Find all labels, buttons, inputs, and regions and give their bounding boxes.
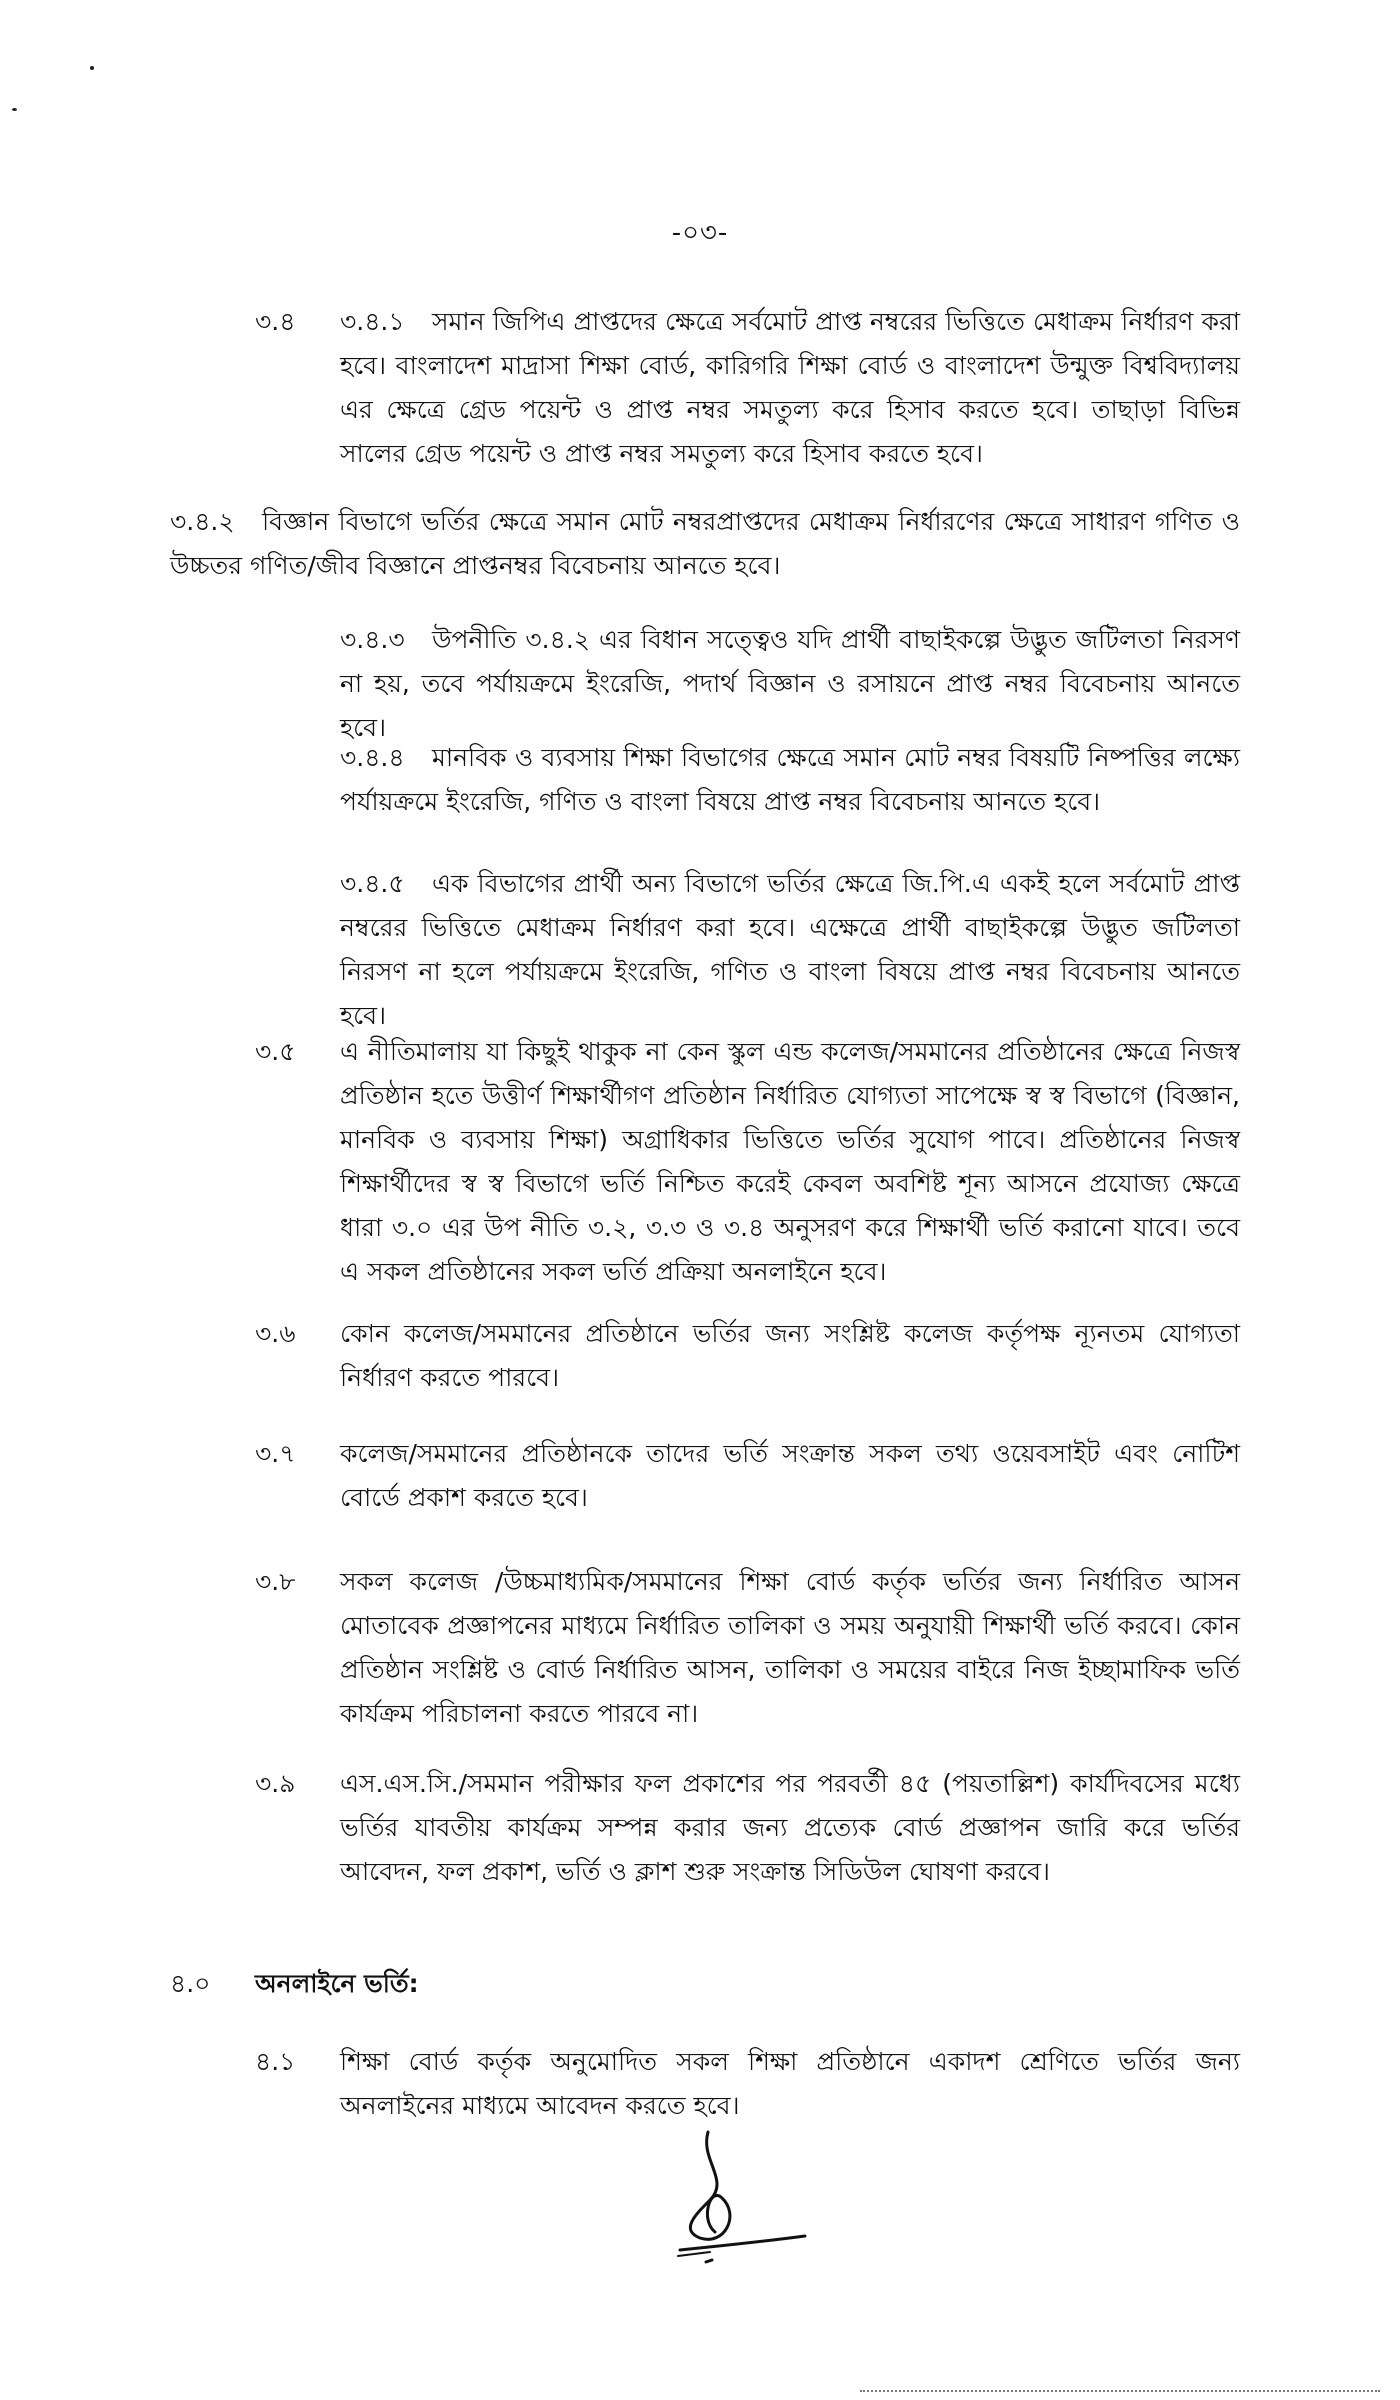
item-subnumber-3-4-5: ৩.৪.৫ xyxy=(340,869,405,898)
paragraph-3-4-2: বিজ্ঞান বিভাগে ভর্তির ক্ষেত্রে সমান মোট নম্বরপ্রাপ্তদের মেধাক্রম নির্ধারণের ক্ষেত্রে সাধারণ গণিত ও উচ্চতর গণিত/জীব বিজ্ঞানে প্রাপ্তনম্বর বিবেচনায় আনতে হবে। xyxy=(170,507,1240,580)
scan-speck xyxy=(12,108,17,111)
scan-speck xyxy=(90,66,94,70)
item-subnumber-3-4-2: ৩.৪.২ xyxy=(170,507,235,536)
section-heading-online-admission: অনলাইনে ভর্তি: xyxy=(255,1969,419,1998)
item-number-3-5: ৩.৫ xyxy=(255,1037,296,1066)
item-number-3-7: ৩.৭ xyxy=(255,1439,296,1468)
paragraph-3-9: এস.এস.সি./সমমান পরীক্ষার ফল প্রকাশের পর পরবর্তী ৪৫ (পয়তাল্লিশ) কার্যদিবসের মধ্যে ভর্তির যাবতীয় কার্যক্রম সম্পন্ন করার জন্য প্রত্যেক বোর্ড প্রজ্ঞাপন জারি করে ভর্তির আবেদন, ফল প্রকাশ, ভর্তি ও ক্লাশ শুরু সংক্রান্ত সিডিউল ঘোষণা করবে। xyxy=(340,1769,1240,1886)
paragraph-3-4-4: মানবিক ও ব্যবসায় শিক্ষা বিভাগের ক্ষেত্রে সমান মোট নম্বর বিষয়টি নিষ্পত্তির লক্ষ্যে পর্যায়ক্রমে ইংরেজি, গণিত ও বাংলা বিষয়ে প্রাপ্ত নম্বর বিবেচনায় আনতে হবে। xyxy=(340,743,1240,816)
item-subnumber-3-4-3: ৩.৪.৩ xyxy=(340,625,405,654)
item-subnumber-3-4-1: ৩.৪.১ xyxy=(340,307,405,336)
item-number-3-9: ৩.৯ xyxy=(255,1769,296,1798)
page-number: -০৩- xyxy=(671,218,729,248)
item-number-3-8: ৩.৮ xyxy=(255,1567,296,1596)
paragraph-3-7: কলেজ/সমমানের প্রতিষ্ঠানকে তাদের ভর্তি সংক্রান্ত সকল তথ্য ওয়েবসাইট এবং নোটিশ বোর্ডে প্রকাশ করতে হবে। xyxy=(340,1439,1240,1512)
paragraph-4-1: শিক্ষা বোর্ড কর্তৃক অনুমোদিত সকল শিক্ষা প্রতিষ্ঠানে একাদশ শ্রেণিতে ভর্তির জন্য অনলাইনের মাধ্যমে আবেদন করতে হবে। xyxy=(340,2047,1240,2120)
footer-dotted-rule xyxy=(860,2390,1380,2392)
item-number-3-4: ৩.৪ xyxy=(255,307,296,336)
paragraph-3-6: কোন কলেজ/সমমানের প্রতিষ্ঠানে ভর্তির জন্য সংশ্লিষ্ট কলেজ কর্তৃপক্ষ ন্যূনতম যোগ্যতা নির্ধারণ করতে পারবে। xyxy=(340,1319,1240,1392)
item-subnumber-3-4-4: ৩.৪.৪ xyxy=(340,743,405,772)
item-number-4-1: ৪.১ xyxy=(255,2047,296,2076)
paragraph-3-5: এ নীতিমালায় যা কিছুই থাকুক না কেন স্কুল এন্ড কলেজ/সমমানের প্রতিষ্ঠানের ক্ষেত্রে নিজস্ব প্রতিষ্ঠান হতে উত্তীর্ণ শিক্ষার্থীগণ প্রতিষ্ঠান নির্ধারিত যোগ্যতা সাপেক্ষে স্ব স্ব বিভাগে (বিজ্ঞান, মানবিক ও ব্যবসায় শিক্ষা) অগ্রাধিকার ভিত্তিতে ভর্তির সুযোগ পাবে। প্রতিষ্ঠানের নিজস্ব শিক্ষার্থীদের স্ব স্ব বিভাগে ভর্তি নিশ্চিত করেই কেবল অবশিষ্ট শূন্য আসনে প্রযোজ্য ক্ষেত্রে ধারা ৩.০ এর উপ নীতি ৩.২, ৩.৩ ও ৩.৪ অনুসরণ করে শিক্ষার্থী ভর্তি করানো যাবে। তবে এ সকল প্রতিষ্ঠানের সকল ভর্তি প্রক্রিয়া অনলাইনে হবে। xyxy=(340,1037,1240,1286)
paragraph-3-4-1: সমান জিপিএ প্রাপ্তদের ক্ষেত্রে সর্বমোট প্রাপ্ত নম্বরের ভিত্তিতে মেধাক্রম নির্ধারণ করা হবে। বাংলাদেশ মাদ্রাসা শিক্ষা বোর্ড, কারিগরি শিক্ষা বোর্ড ও বাংলাদেশ উন্মুক্ত বিশ্ববিদ্যালয় এর ক্ষেত্রে গ্রেড পয়েন্ট ও প্রাপ্ত নম্বর সমতুল্য করে হিসাব করতে হবে। তাছাড়া বিভিন্ন সালের গ্রেড পয়েন্ট ও প্রাপ্ত নম্বর সমতুল্য করে হিসাব করতে হবে। xyxy=(340,307,1240,468)
paragraph-3-4-5: এক বিভাগের প্রার্থী অন্য বিভাগে ভর্তির ক্ষেত্রে জি.পি.এ একই হলে সর্বমোট প্রাপ্ত নম্বরের ভিত্তিতে মেধাক্রম নির্ধারণ করা হবে। এক্ষেত্রে প্রার্থী বাছাইকল্পে উদ্ভুত জটিলতা নিরসণ না হলে পর্যায়ক্রমে ইংরেজি, গণিত ও বাংলা বিষয়ে প্রাপ্ত নম্বর বিবেচনায় আনতে হবে। xyxy=(340,869,1240,1030)
item-number-3-6: ৩.৬ xyxy=(255,1319,296,1348)
section-number-4-0: ৪.০ xyxy=(170,1969,211,1998)
paragraph-3-8: সকল কলেজ /উচ্চমাধ্যমিক/সমমানের শিক্ষা বোর্ড কর্তৃক ভর্তির জন্য নির্ধারিত আসন মোতাবেক প্রজ্ঞাপনের মাধ্যমে নির্ধারিত তালিকা ও সময় অনুযায়ী শিক্ষার্থী ভর্তি করবে। কোন প্রতিষ্ঠান সংশ্লিষ্ট ও বোর্ড নির্ধারিত আসন, তালিকা ও সময়ের বাইরে নিজ ইচ্ছামাফিক ভর্তি কার্যক্রম পরিচালনা করতে পারবে না। xyxy=(340,1567,1240,1728)
paragraph-3-4-3: উপনীতি ৩.৪.২ এর বিধান সত্ত্বেও যদি প্রার্থী বাছাইকল্পে উদ্ভুত জটিলতা নিরসণ না হয়, তবে পর্যায়ক্রমে ইংরেজি, পদার্থ বিজ্ঞান ও রসায়নে প্রাপ্ত নম্বর বিবেচনায় আনতে হবে। xyxy=(340,625,1240,742)
signature-mark xyxy=(670,2120,820,2270)
